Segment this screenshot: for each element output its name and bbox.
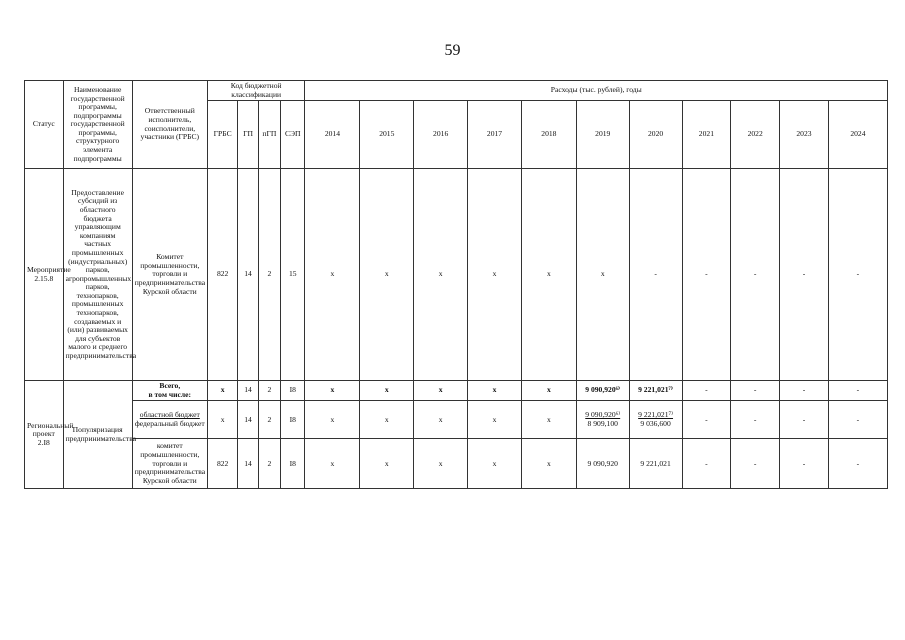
row2c-value: x	[414, 439, 468, 489]
row2b-value: -	[828, 401, 887, 439]
header-year: 2016	[414, 101, 468, 169]
header-year: 2021	[682, 101, 731, 169]
budget-table	[24, 80, 888, 489]
row2b-value: x	[521, 401, 576, 439]
row2a-value-2020: 9 221,021⁷⁾	[629, 381, 682, 401]
row2b-value: -	[780, 401, 829, 439]
row2c-value: -	[828, 439, 887, 489]
row1-responsible: Комитет промышленности, торговли и предпринимательства Курской области	[132, 169, 207, 381]
header-year: 2017	[468, 101, 522, 169]
row1-value: -	[682, 169, 731, 381]
row2-status: Региональный проект 2.I8	[25, 381, 64, 489]
row2c-value: x	[468, 439, 522, 489]
value-2019-regional: 9 090,920⁶⁾	[585, 410, 621, 420]
row2-name: Популяризация предпринимательства	[63, 381, 132, 489]
row2a-code-gp: 14	[238, 381, 258, 401]
row2c-value: -	[731, 439, 780, 489]
row2c-code-gp: 14	[238, 439, 258, 489]
total-label-line2: в том числе:	[148, 389, 192, 399]
row2a-value: -	[828, 381, 887, 401]
row2c-value: -	[682, 439, 731, 489]
row1-value: -	[731, 169, 780, 381]
row2c-code-grbs: 822	[207, 439, 237, 489]
row2b-value: x	[414, 401, 468, 439]
row2b-budget-label	[132, 401, 207, 439]
row2c-value: x	[305, 439, 360, 489]
row2a-value: -	[731, 381, 780, 401]
value-2020-regional: 9 221,021⁷⁾	[638, 410, 674, 420]
header-name: Наименование государственной программы, подпрограммы государственной программы, структурного элемента подпрограммы	[63, 81, 132, 169]
row2a-value: x	[468, 381, 522, 401]
table-row	[25, 401, 888, 439]
row1-status: Мероприятие 2.15.8	[25, 169, 64, 381]
row2c-value-2019: 9 090,920	[576, 439, 629, 489]
row2c-value: x	[521, 439, 576, 489]
row2b-value: -	[682, 401, 731, 439]
total-label-line1: Всего,	[159, 381, 181, 391]
header-year: 2019	[576, 101, 629, 169]
regional-budget-label: областной бюджет	[139, 410, 200, 420]
header-year: 2014	[305, 101, 360, 169]
row2b-value: -	[731, 401, 780, 439]
header-budget-code: Код бюджетной классификации	[207, 81, 305, 101]
row2b-code-grbs: x	[207, 401, 237, 439]
row2b-value: x	[360, 401, 414, 439]
header-code-gp: ГП	[238, 101, 258, 169]
row2a-code-sep: I8	[281, 381, 305, 401]
header-responsible: Ответственный исполнитель, соисполнители, участники (ГРБС)	[132, 81, 207, 169]
row1-code-gp: 14	[238, 169, 258, 381]
row2a-code-grbs: x	[207, 381, 237, 401]
row2b-value-2019	[576, 401, 629, 439]
row2b-code-pgp: 2	[258, 401, 280, 439]
value-2020-federal: 9 036,600	[640, 418, 671, 428]
row2b-code-gp: 14	[238, 401, 258, 439]
row2a-value-2019: 9 090,920⁶⁾	[576, 381, 629, 401]
header-code-pgp: пГП	[258, 101, 280, 169]
row1-value: -	[780, 169, 829, 381]
row2a-value: x	[360, 381, 414, 401]
page-number: 59	[444, 42, 461, 59]
header-year: 2024	[828, 101, 887, 169]
row2c-code-pgp: 2	[258, 439, 280, 489]
value-2019-federal: 8 909,100	[587, 418, 618, 428]
row2a-code-pgp: 2	[258, 381, 280, 401]
row1-value: x	[360, 169, 414, 381]
header-code-sep: СЭП	[281, 101, 305, 169]
row2a-value: x	[414, 381, 468, 401]
row1-code-grbs: 822	[207, 169, 237, 381]
header-year: 2018	[521, 101, 576, 169]
row2a-value: x	[305, 381, 360, 401]
table-row	[25, 381, 888, 401]
row2c-value: x	[360, 439, 414, 489]
header-code-grbs: ГРБС	[207, 101, 237, 169]
header-expenses: Расходы (тыс. рублей), годы	[305, 81, 888, 101]
header-year: 2022	[731, 101, 780, 169]
row2c-responsible: комитет промышленности, торговли и предпринимательства Курской области	[132, 439, 207, 489]
table-row	[25, 169, 888, 381]
row1-value: x	[576, 169, 629, 381]
row1-value: -	[828, 169, 887, 381]
row1-value: x	[305, 169, 360, 381]
row2c-value-2020: 9 221,021	[629, 439, 682, 489]
row2a-value: -	[682, 381, 731, 401]
row2c-value: -	[780, 439, 829, 489]
row2a-value: x	[521, 381, 576, 401]
row1-code-sep: 15	[281, 169, 305, 381]
row2b-value: x	[468, 401, 522, 439]
header-year: 2023	[780, 101, 829, 169]
row1-value: -	[629, 169, 682, 381]
row2-total-label	[132, 381, 207, 401]
row2b-code-sep: I8	[281, 401, 305, 439]
row2b-value-2020	[629, 401, 682, 439]
table-row	[25, 439, 888, 489]
row2a-value: -	[780, 381, 829, 401]
header-status: Статус	[25, 81, 64, 169]
row2c-code-sep: I8	[281, 439, 305, 489]
row1-name: Предоставление субсидий из областного бюджета управляющим компаниям частных промышленных (индустриальных) парков, агропромышленных парков, технопарков, промышленных технопарков, создаваемых и (или) развиваемых для субъектов малого и среднего предпринимательства	[63, 169, 132, 381]
federal-budget-label: федеральный бюджет	[134, 418, 205, 428]
row1-code-pgp: 2	[258, 169, 280, 381]
row1-value: x	[521, 169, 576, 381]
row1-value: x	[468, 169, 522, 381]
header-year: 2020	[629, 101, 682, 169]
row2b-value: x	[305, 401, 360, 439]
header-year: 2015	[360, 101, 414, 169]
row1-value: x	[414, 169, 468, 381]
